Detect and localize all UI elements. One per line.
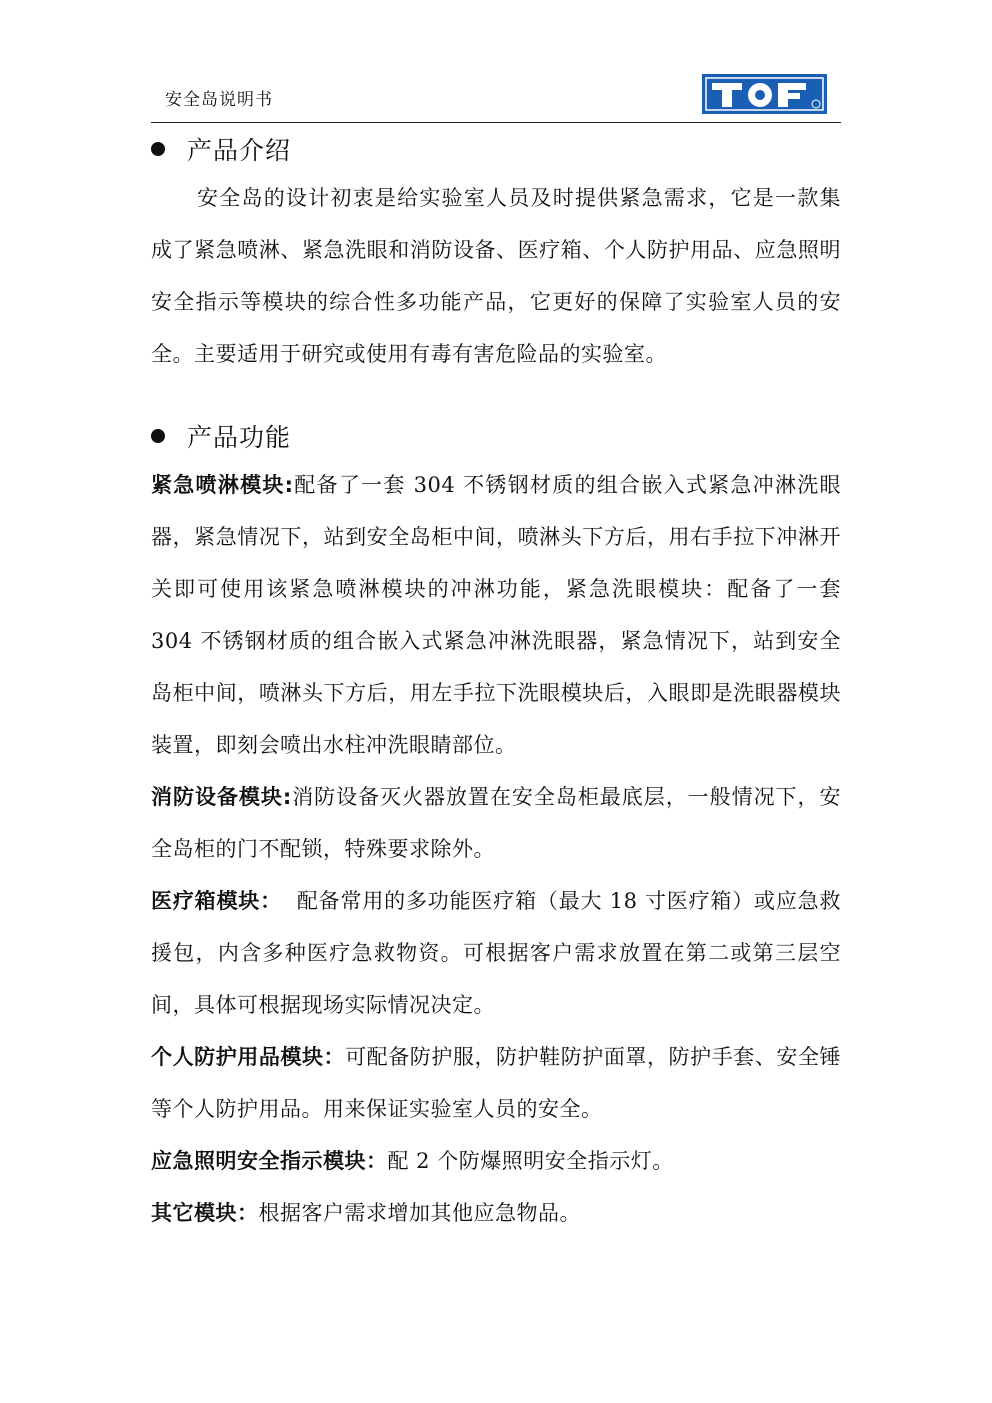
tof-logo [702,74,827,114]
function-text: 配备常用的多功能医疗箱（最大 18 寸医疗箱）或应急救援包，内含多种医疗急救物资。可根据客户需求放置在第二或第三层空间，具体可根据现场实际情况决定。 [151,889,841,1017]
section-product-intro [151,131,291,167]
function-text: 配 2 个防爆照明安全指示灯。 [387,1149,674,1173]
function-text: 消防设备灭火器放置在安全岛柜最底层，一般情况下，安全岛柜的门不配锁，特殊要求除外。 [151,785,842,861]
page-header [151,64,841,123]
section-title: 产品功能 [187,423,292,452]
function-label: 医疗箱模块： [151,889,282,913]
function-label: 个人防护用品模块： [151,1045,346,1069]
function-text: 根据客户需求增加其他应急物品。 [258,1201,581,1225]
function-label: 紧急喷淋模块: [151,473,294,497]
bullet-icon [151,142,165,156]
function-item [151,1135,841,1187]
function-label: 应急照明安全指示模块： [151,1149,388,1173]
function-item [151,459,841,771]
function-item [151,771,841,875]
intro-paragraph: 安全岛的设计初衷是给实验室人员及时提供紧急需求，它是一款集成了紧急喷淋、紧急洗眼和消防设备、医疗箱、个人防护用品、应急照明安全指示等模块的综合性多功能产品，它更好的保障了实验室人员的安全。主要适用于研究或使用有毒有害危险品的实验室。 [151,186,841,366]
function-text: 配备了一套 304 不锈钢材质的组合嵌入式紧急冲淋洗眼器，紧急情况下，站到安全岛柜中间，喷淋头下方后，用右手拉下冲淋开关即可使用该紧急喷淋模块的冲淋功能，紧急洗眼模块：配备了一套 304 不锈钢材质的组合嵌入式紧急冲淋洗眼器，紧急情况下，站到安全岛柜中间，喷淋头下方后，用左手拉下洗眼模块后，入眼即是洗眼器模块装置，即刻会喷出水柱冲洗眼睛部位。 [151,473,841,757]
function-item [151,1187,841,1239]
function-item [151,875,841,1031]
function-item [151,1031,841,1135]
function-label: 其它模块： [151,1201,259,1225]
function-text: 可配备防护服，防护鞋防护面罩，防护手套、安全锤等个人防护用品。用来保证实验室人员的安全。 [151,1045,842,1121]
section-title: 产品介绍 [187,136,292,165]
function-label: 消防设备模块: [151,785,292,809]
bullet-icon [151,429,165,443]
section-product-functions [151,418,291,454]
document-title: 安全岛说明书 [165,90,273,110]
